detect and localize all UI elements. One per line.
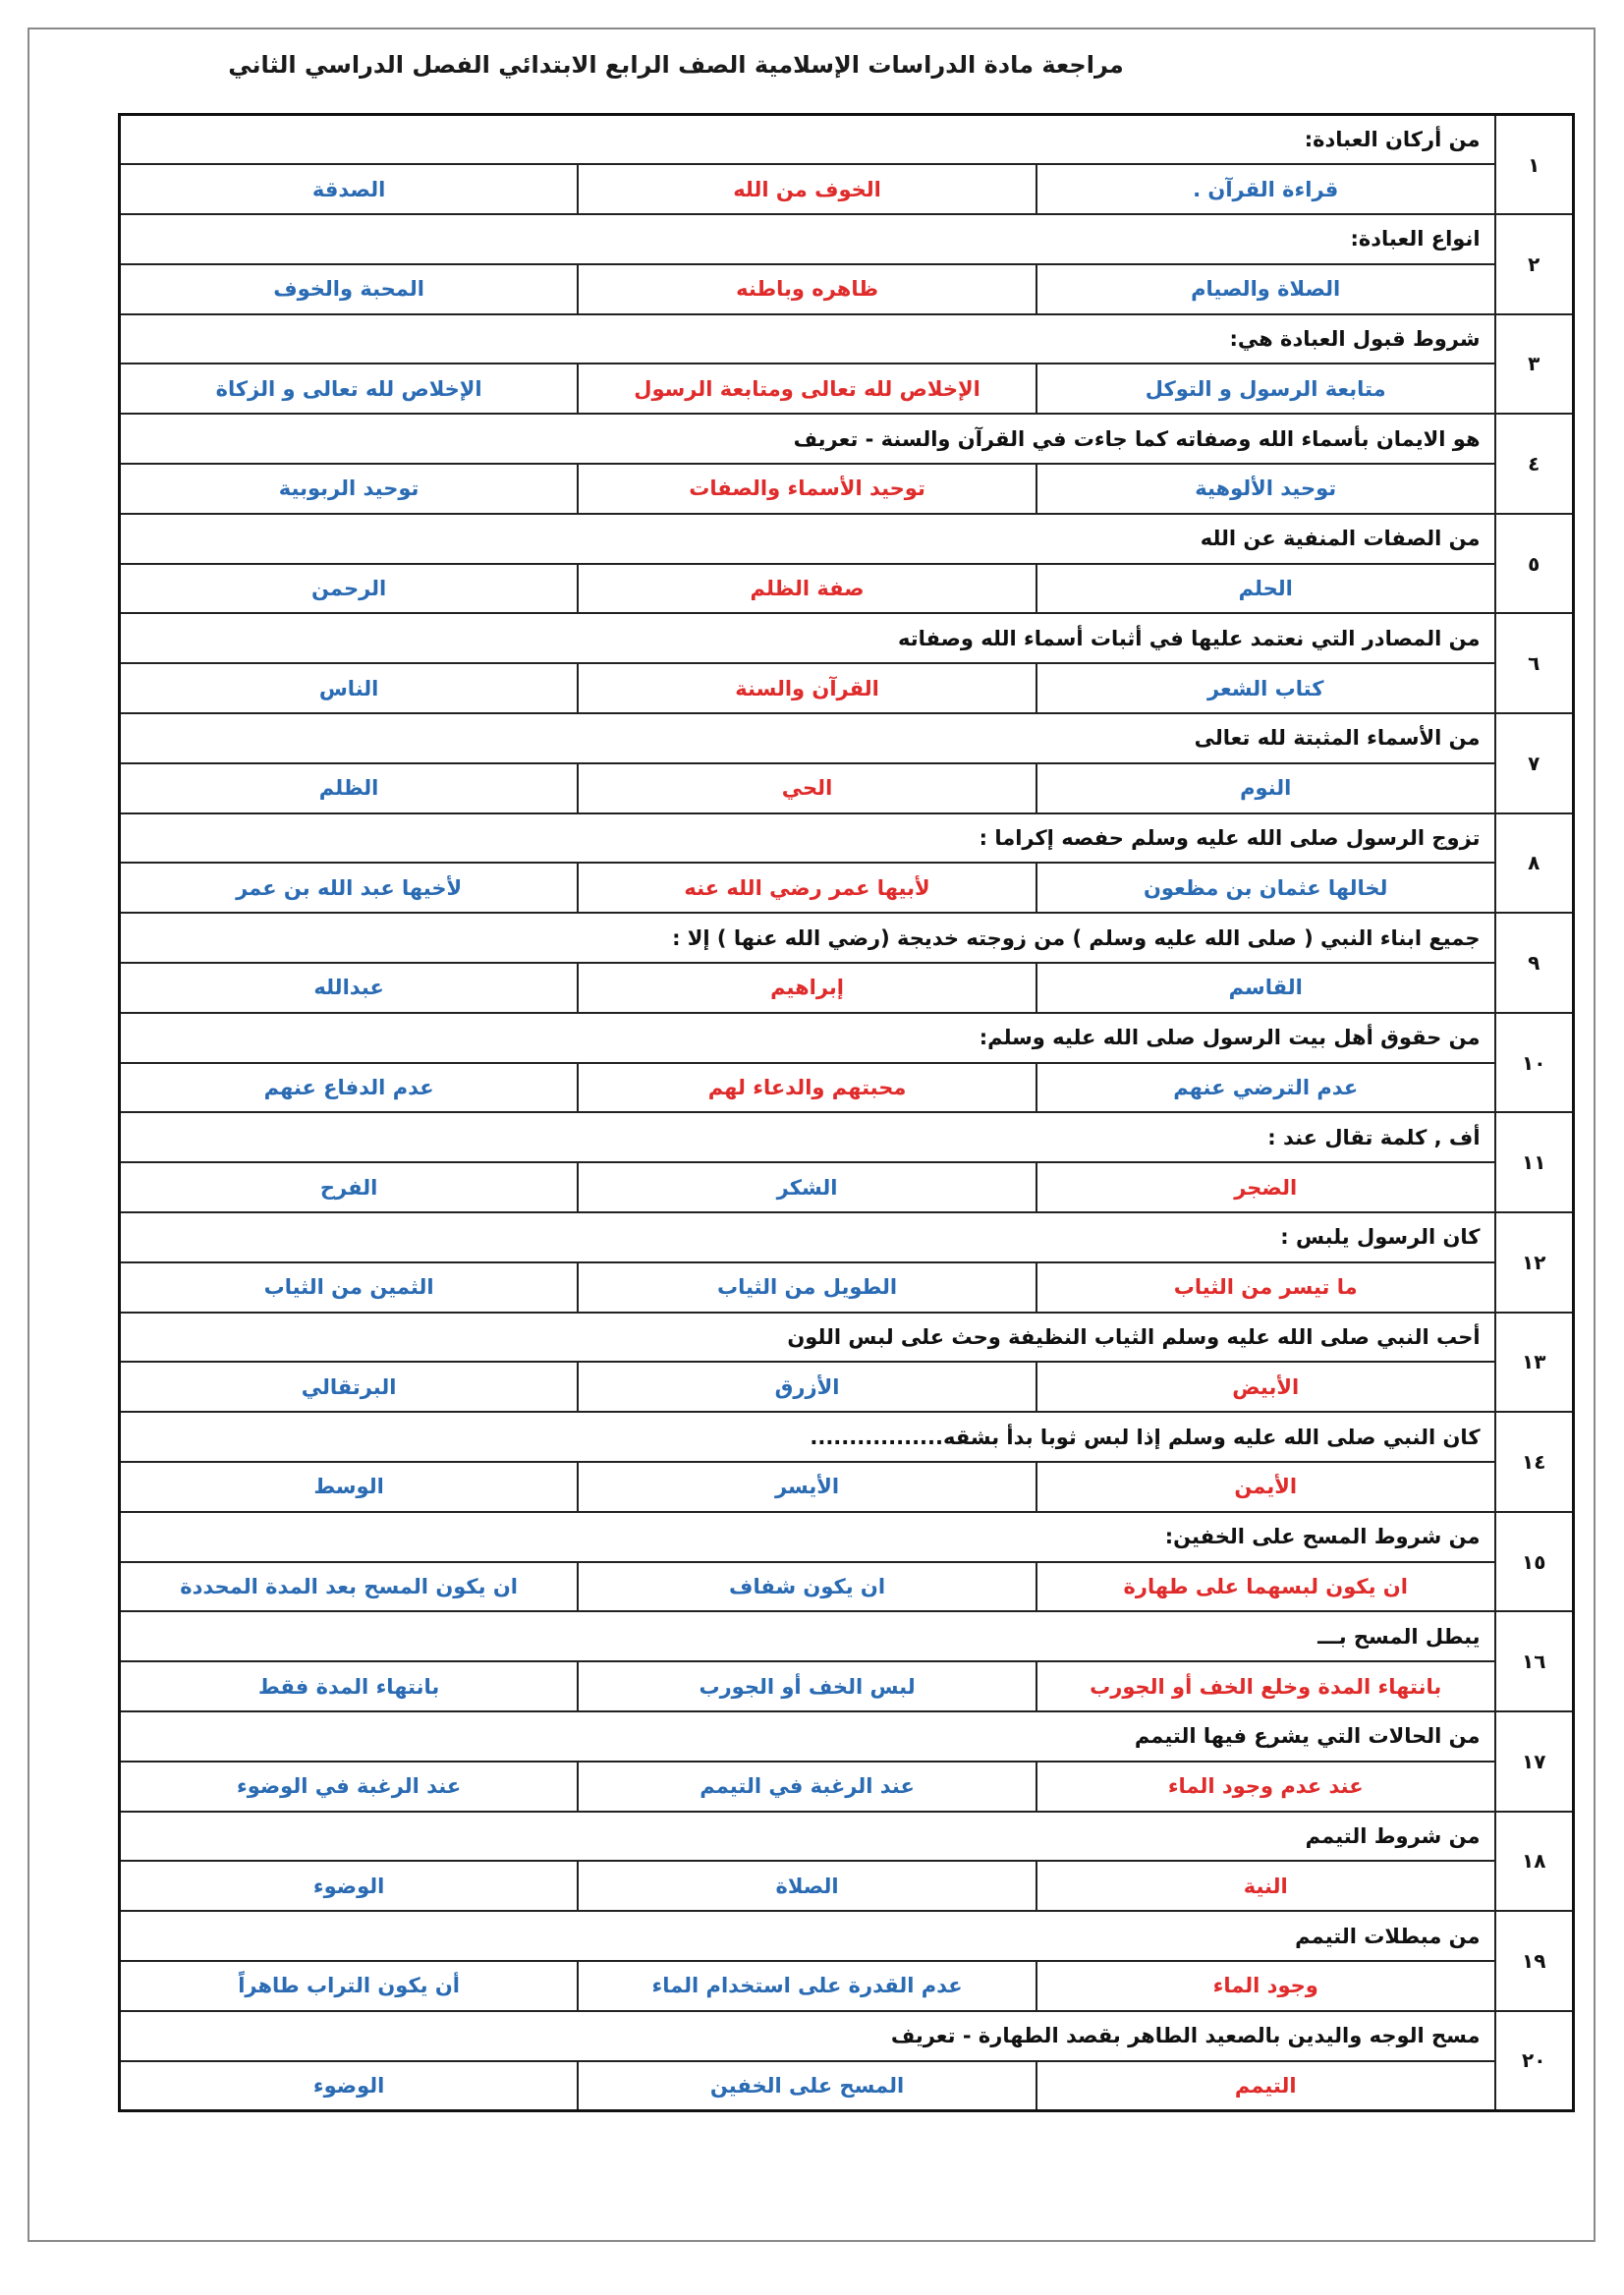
answer-option: قراءة القرآن . bbox=[1036, 164, 1495, 214]
options-row bbox=[120, 1262, 1574, 1313]
answer-option: متابعة الرسول و التوكل bbox=[1036, 364, 1495, 414]
options-row bbox=[120, 2061, 1574, 2111]
correct-answer-option: ما تيسر من الثياب bbox=[1036, 1262, 1495, 1313]
question-row bbox=[120, 514, 1574, 564]
correct-answer-option: الضجر bbox=[1036, 1162, 1495, 1212]
answer-option: الصلاة bbox=[578, 1861, 1036, 1911]
question-number: ٣ bbox=[1495, 314, 1574, 415]
question-text: كان النبي صلى الله عليه وسلم إذا لبس ثوبا بدأ بشقه................. bbox=[120, 1412, 1495, 1462]
answer-option: الأزرق bbox=[578, 1362, 1036, 1412]
answer-option: عند الرغبة في التيمم bbox=[578, 1762, 1036, 1812]
answer-option: عدم القدرة على استخدام الماء bbox=[578, 1961, 1036, 2011]
answer-option: الصلاة والصيام bbox=[1036, 264, 1495, 314]
question-row bbox=[120, 713, 1574, 763]
answer-option: عدم الترضي عنهم bbox=[1036, 1063, 1495, 1113]
question-text: أحب النبي صلى الله عليه وسلم الثياب النظيفة وحث على لبس اللون bbox=[120, 1313, 1495, 1363]
options-row bbox=[120, 1661, 1574, 1711]
answer-option: عند الرغبة في الوضوء bbox=[120, 1762, 579, 1812]
question-row bbox=[120, 613, 1574, 663]
question-row bbox=[120, 1512, 1574, 1562]
correct-answer-option: وجود الماء bbox=[1036, 1961, 1495, 2011]
question-text: من حقوق أهل بيت الرسول صلى الله عليه وسلم: bbox=[120, 1013, 1495, 1063]
question-row bbox=[120, 1911, 1574, 1961]
question-row bbox=[120, 1313, 1574, 1363]
question-row bbox=[120, 1412, 1574, 1462]
question-row bbox=[120, 214, 1574, 264]
options-row bbox=[120, 1462, 1574, 1512]
question-row bbox=[120, 813, 1574, 864]
options-row bbox=[120, 164, 1574, 214]
question-text: هو الايمان بأسماء الله وصفاته كما جاءت في القرآن والسنة - تعريف bbox=[120, 414, 1495, 464]
page-title: مراجعة مادة الدراسات الإسلامية الصف الرابع الابتدائي الفصل الدراسي الثاني bbox=[228, 51, 1124, 79]
answer-option: أن يكون التراب طاهراً bbox=[120, 1961, 579, 2011]
question-text: من الأسماء المثبتة لله تعالى bbox=[120, 713, 1495, 763]
question-number: ٥ bbox=[1495, 514, 1574, 614]
answer-option: ان يكون المسح بعد المدة المحددة bbox=[120, 1562, 579, 1612]
question-row bbox=[120, 1812, 1574, 1862]
question-number: ٧ bbox=[1495, 713, 1574, 813]
question-text: كان الرسول يلبس : bbox=[120, 1212, 1495, 1262]
correct-answer-option: الأبيض bbox=[1036, 1362, 1495, 1412]
correct-answer-option: توحيد الأسماء والصفات bbox=[578, 464, 1036, 514]
options-row bbox=[120, 663, 1574, 713]
correct-answer-option: إبراهيم bbox=[578, 963, 1036, 1013]
question-text: من شروط المسح على الخفين: bbox=[120, 1512, 1495, 1562]
correct-answer-option: الإخلاص لله تعالى ومتابعة الرسول bbox=[578, 364, 1036, 414]
correct-answer-option: بانتهاء المدة وخلع الخف أو الجورب bbox=[1036, 1661, 1495, 1711]
answer-option: الظلم bbox=[120, 763, 579, 813]
question-text: من أركان العبادة: bbox=[120, 115, 1495, 165]
answer-option: الصدقة bbox=[120, 164, 579, 214]
question-text: جميع ابناء النبي ( صلى الله عليه وسلم ) من زوجته خديجة (رضي الله عنها ) إلا : bbox=[120, 913, 1495, 963]
correct-answer-option: الأيمن bbox=[1036, 1462, 1495, 1512]
question-row bbox=[120, 414, 1574, 464]
answer-option: القاسم bbox=[1036, 963, 1495, 1013]
answer-option: الأيسر bbox=[578, 1462, 1036, 1512]
answer-option: بانتهاء المدة فقط bbox=[120, 1661, 579, 1711]
review-table bbox=[118, 113, 1575, 2112]
correct-answer-option: محبتهم والدعاء لهم bbox=[578, 1063, 1036, 1113]
answer-option: ان يكون شفاف bbox=[578, 1562, 1036, 1612]
correct-answer-option: لأبيها عمر رضي الله عنه bbox=[578, 863, 1036, 913]
answer-option: الشكر bbox=[578, 1162, 1036, 1212]
options-row bbox=[120, 1562, 1574, 1612]
correct-answer-option: التيمم bbox=[1036, 2061, 1495, 2111]
options-row bbox=[120, 963, 1574, 1013]
answer-option: لبس الخف أو الجورب bbox=[578, 1661, 1036, 1711]
answer-option: الطويل من الثياب bbox=[578, 1262, 1036, 1313]
options-row bbox=[120, 364, 1574, 414]
answer-option: الحلم bbox=[1036, 564, 1495, 614]
question-text: يبطل المسح بـــ bbox=[120, 1611, 1495, 1661]
options-row bbox=[120, 1762, 1574, 1812]
question-number: ٤ bbox=[1495, 414, 1574, 514]
answer-option: النوم bbox=[1036, 763, 1495, 813]
answer-option: المسح على الخفين bbox=[578, 2061, 1036, 2111]
question-number: ١٩ bbox=[1495, 1911, 1574, 2011]
options-row bbox=[120, 1961, 1574, 2011]
correct-answer-option: صفة الظلم bbox=[578, 564, 1036, 614]
answer-option: الرحمن bbox=[120, 564, 579, 614]
question-row bbox=[120, 1112, 1574, 1162]
question-text: من مبطلات التيمم bbox=[120, 1911, 1495, 1961]
question-number: ١٠ bbox=[1495, 1013, 1574, 1113]
correct-answer-option: ان يكون لبسهما على طهارة bbox=[1036, 1562, 1495, 1612]
answer-option: عدم الدفاع عنهم bbox=[120, 1063, 579, 1113]
question-text: من الصفات المنفية عن الله bbox=[120, 514, 1495, 564]
options-row bbox=[120, 264, 1574, 314]
question-number: ١٣ bbox=[1495, 1313, 1574, 1413]
correct-answer-option: عند عدم وجود الماء bbox=[1036, 1762, 1495, 1812]
question-number: ٦ bbox=[1495, 613, 1574, 713]
options-row bbox=[120, 464, 1574, 514]
question-text: شروط قبول العبادة هي: bbox=[120, 314, 1495, 364]
answer-option: الناس bbox=[120, 663, 579, 713]
answer-option: الوضوء bbox=[120, 2061, 579, 2111]
question-number: ٨ bbox=[1495, 813, 1574, 914]
question-number: ١٧ bbox=[1495, 1711, 1574, 1812]
correct-answer-option: الخوف من الله bbox=[578, 164, 1036, 214]
question-text: انواع العبادة: bbox=[120, 214, 1495, 264]
question-number: ١٥ bbox=[1495, 1512, 1574, 1612]
options-row bbox=[120, 763, 1574, 813]
question-number: ١٦ bbox=[1495, 1611, 1574, 1711]
question-number: ٢٠ bbox=[1495, 2011, 1574, 2111]
question-text: أف , كلمة تقال عند : bbox=[120, 1112, 1495, 1162]
question-row bbox=[120, 115, 1574, 165]
answer-option: الوضوء bbox=[120, 1861, 579, 1911]
question-text: من الحالات التي يشرع فيها التيمم bbox=[120, 1711, 1495, 1762]
question-row bbox=[120, 2011, 1574, 2061]
options-row bbox=[120, 564, 1574, 614]
answer-option: البرتقالي bbox=[120, 1362, 579, 1412]
question-row bbox=[120, 1711, 1574, 1762]
question-row bbox=[120, 314, 1574, 364]
answer-option: توحيد الربوبية bbox=[120, 464, 579, 514]
answer-option: كتاب الشعر bbox=[1036, 663, 1495, 713]
question-number: ١١ bbox=[1495, 1112, 1574, 1212]
question-number: ١٢ bbox=[1495, 1212, 1574, 1313]
answer-option: الوسط bbox=[120, 1462, 579, 1512]
options-row bbox=[120, 1162, 1574, 1212]
correct-answer-option: النية bbox=[1036, 1861, 1495, 1911]
options-row bbox=[120, 863, 1574, 913]
question-text: من شروط التيمم bbox=[120, 1812, 1495, 1862]
question-number: ١ bbox=[1495, 115, 1574, 215]
answer-option: الثمين من الثياب bbox=[120, 1262, 579, 1313]
question-text: تزوج الرسول صلى الله عليه وسلم حفصه إكراما : bbox=[120, 813, 1495, 864]
correct-answer-option: ظاهره وباطنه bbox=[578, 264, 1036, 314]
question-number: ١٨ bbox=[1495, 1812, 1574, 1912]
correct-answer-option: القرآن والسنة bbox=[578, 663, 1036, 713]
answer-option: لخالها عثمان بن مظعون bbox=[1036, 863, 1495, 913]
question-number: ٢ bbox=[1495, 214, 1574, 314]
question-row bbox=[120, 1611, 1574, 1661]
review-table-body bbox=[120, 115, 1574, 2111]
question-number: ٩ bbox=[1495, 913, 1574, 1013]
question-text: من المصادر التي نعتمد عليها في أثبات أسماء الله وصفاته bbox=[120, 613, 1495, 663]
answer-option: المحبة والخوف bbox=[120, 264, 579, 314]
answer-option: الإخلاص لله تعالى و الزكاة bbox=[120, 364, 579, 414]
answer-option: الفرح bbox=[120, 1162, 579, 1212]
question-row bbox=[120, 1212, 1574, 1262]
options-row bbox=[120, 1362, 1574, 1412]
options-row bbox=[120, 1861, 1574, 1911]
question-text: مسح الوجه واليدين بالصعيد الطاهر بقصد الطهارة - تعريف bbox=[120, 2011, 1495, 2061]
question-number: ١٤ bbox=[1495, 1412, 1574, 1512]
correct-answer-option: الحي bbox=[578, 763, 1036, 813]
answer-option: توحيد الألوهية bbox=[1036, 464, 1495, 514]
question-row bbox=[120, 913, 1574, 963]
options-row bbox=[120, 1063, 1574, 1113]
answer-option: لأخيها عبد الله بن عمر bbox=[120, 863, 579, 913]
answer-option: عبدالله bbox=[120, 963, 579, 1013]
question-row bbox=[120, 1013, 1574, 1063]
